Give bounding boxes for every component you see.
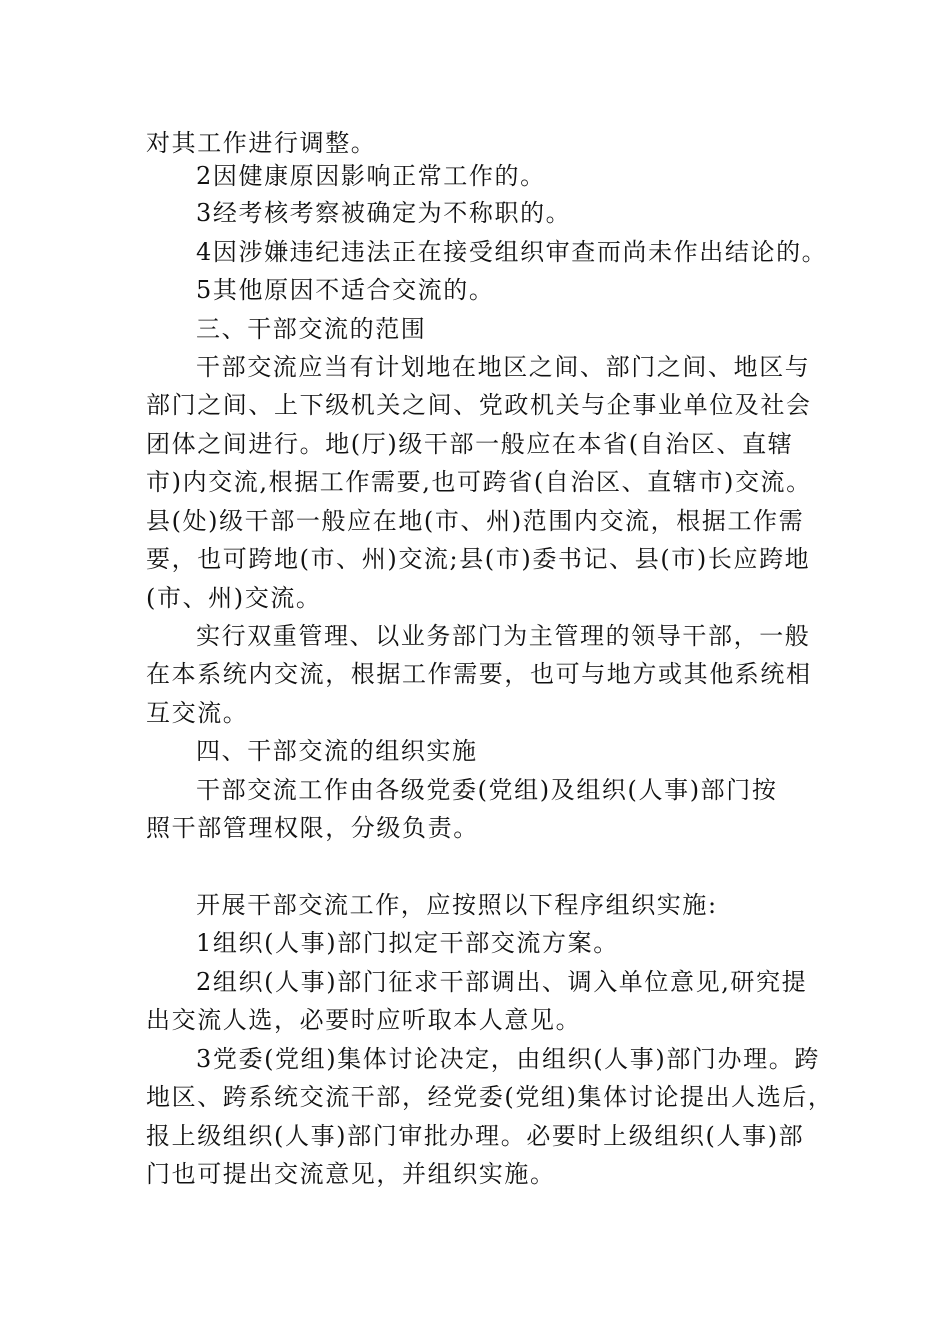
list-item-5: 5其他原因不适合交流的。 [196,276,495,304]
paragraph-line: 干部交流应当有计划地在地区之间、部门之间、地区与 [196,353,811,381]
list-item-2: 2因健康原因影响正常工作的。 [196,162,546,190]
paragraph-line: 市)内交流,根据工作需要,也可跨省(自治区、直辖市)交流。 [146,468,812,496]
procedure-step-1: 1组织(人事)部门拟定干部交流方案。 [196,929,619,957]
paragraph-line: 部门之间、上下级机关之间、党政机关与企事业单位及社会 [146,391,812,419]
list-item-3: 3经考核考察被确定为不称职的。 [196,199,572,227]
procedure-step-2: 2组织(人事)部门征求干部调出、调入单位意见,研究提 [196,968,808,996]
paragraph-line: 照干部管理权限，分级负责。 [146,814,479,842]
section-heading-3: 三、干部交流的范围 [196,315,427,343]
paragraph-line: 开展干部交流工作，应按照以下程序组织实施: [196,891,718,919]
list-item-4: 4因涉嫌违纪违法正在接受组织审查而尚未作出结论的。 [196,238,828,266]
paragraph-line: 实行双重管理、以业务部门为主管理的领导干部，一般 [196,622,811,650]
paragraph-line: (市、州)交流。 [146,584,322,612]
paragraph-line: 县(处)级干部一般应在地(市、州)范围内交流，根据工作需 [146,507,805,535]
paragraph-line: 出交流人选，必要时应听取本人意见。 [146,1006,582,1034]
paragraph-line: 报上级组织(人事)部门审批办理。必要时上级组织(人事)部 [146,1122,805,1150]
paragraph-line: 在本系统内交流，根据工作需要，也可与地方或其他系统相 [146,660,812,688]
paragraph-line: 团体之间进行。地(厅)级干部一般应在本省(自治区、直辖 [146,430,794,458]
text-line-1: 对其工作进行调整。 [146,129,377,157]
paragraph-line: 要，也可跨地(市、州)交流;县(市)委书记、县(市)长应跨地 [146,545,811,573]
paragraph-line: 门也可提出交流意见，并组织实施。 [146,1160,556,1188]
procedure-step-3: 3党委(党组)集体讨论决定，由组织(人事)部门办理。跨 [196,1045,820,1073]
paragraph-line: 互交流。 [146,699,249,727]
paragraph-line: 干部交流工作由各级党委(党组)及组织(人事)部门按 [196,776,778,804]
paragraph-line: 地区、跨系统交流干部，经党委(党组)集体讨论提出人选后， [146,1083,834,1111]
section-heading-4: 四、干部交流的组织实施 [196,737,478,765]
